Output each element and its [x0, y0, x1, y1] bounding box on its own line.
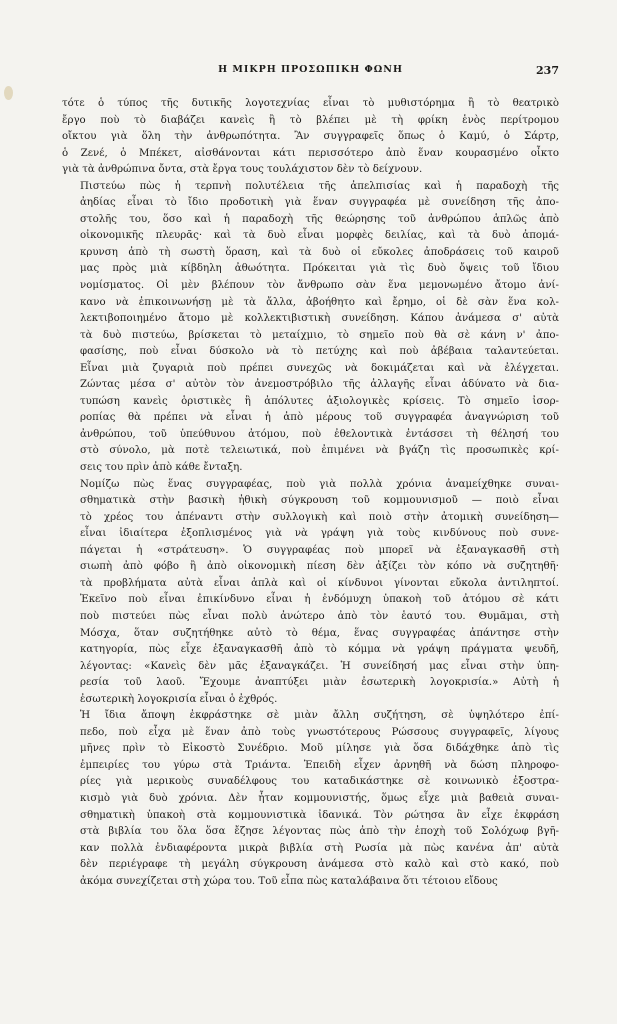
text-line: ρίες γιὰ μερικοὺς συναδέλφους του καταδικάστηκε σὲ κοινωνικὸ ἐξοστρα- — [80, 776, 559, 788]
text-line: ἀνθρώπου, τοῦ ὑπεύθυνου ἀτόμου, ποὺ ἐθελοντικὰ ἐντάσσει τὴ θέλησή του — [80, 428, 559, 440]
text-line: καν πολλὰ ἐνδιαφέροντα μικρὰ βιβλία στὴ Ρωσία μὰ πὼς κανένα ἀπ' αὐτὰ — [80, 842, 559, 854]
text-line: ρεσία τοῦ λαοῦ. Ἔχουμε ἀναπτύξει μιὰν ἐσωτερικὴ λογοκρισία.» Αὐτὴ ἡ — [80, 677, 559, 689]
paragraph — [62, 477, 559, 709]
text-line: μας πρὸς μιὰ κίβδηλη ἀθωότητα. Πρόκειται γιὰ τὶς δυὸ ὄψεις τοῦ ἴδιου — [80, 263, 559, 275]
text-line: σεις του πρὶν ἀπὸ κάθε ἔνταξη. — [80, 462, 243, 474]
text-line: ἐσωτερικὴ λογοκρισία εἶναι ὁ ἐχθρός. — [80, 693, 278, 705]
text-line: κρυνση ἀπὸ τὴ σωστὴ ὅραση, καὶ τὰ δυὸ οἱ εὔκολες ἀποδράσεις τοῦ καιροῦ — [80, 246, 559, 258]
text-line: Ἡ ἴδια ἄποψη ἐκφράστηκε σὲ μιὰν ἄλλη συζήτηση, σὲ ὑψηλότερο ἐπί- — [80, 710, 559, 722]
text-line: ἐμπειρίες του γύρω στὰ Τριάντα. Ἐπειδὴ εἶχεν ἀρνηθῆ νὰ δώση πληροφο- — [80, 759, 559, 771]
text-line: Νομίζω πὼς ἕνας συγγραφέας, ποὺ γιὰ πολλὰ χρόνια ἀναμείχθηκε συναι- — [80, 478, 559, 490]
text-line: Ἐκεῖνο ποὺ εἶναι ἐπικίνδυνο εἶναι ἡ ἐνδόμυχη ὑπακοὴ τοῦ ἀτόμου σὲ κάτι — [80, 594, 559, 606]
text-line: σιωπὴ ἀπὸ φόβο ἢ ἀπὸ οἰκονομικὴ πίεση δὲν ἀξίζει τὸν κόπο νὰ συζητηθῆ· — [80, 561, 559, 573]
text-line: ροπίας θὰ πρέπει νὰ εἶναι ἡ ἀπὸ μέρους τοῦ συγγραφέα ἀναγνώριση τοῦ — [80, 412, 559, 424]
text-line: ἔργο ποὺ τὸ διαβάζει κανεὶς ἢ τὸ βλέπει μὲ τὴ φρίκη ἑνὸς περίτρομου — [62, 114, 559, 126]
text-line: ὁ Ζενέ, ὁ Μπέκετ, αἰσθάνονται κάτι περισσότερο ἀπὸ ἕναν κουρασμένο οἶκτο — [62, 147, 559, 159]
text-line: δὲν περιέγραφε τὴ μεγάλη σύγκρουση ἀνάμεσα στὸ καλὸ καὶ στὸ κακό, ποὺ — [80, 859, 559, 871]
text-line: στὰ βιβλία του ὅλα ὅσα ἔζησε λέγοντας πὼς ἀπὸ τὴν ἐποχὴ τοῦ Σολόχωφ βγῆ- — [80, 826, 559, 838]
text-line: Εἶναι μιὰ ζυγαριὰ ποὺ πρέπει συνεχῶς νὰ δοκιμάζεται καὶ νὰ ἐλέγχεται. — [80, 362, 559, 374]
text-line: πάγεται ἡ «στράτευση». Ὁ συγγραφέας ποὺ μπορεῖ νὰ ἐξαναγκασθῆ στὴ — [80, 544, 559, 556]
text-line: Ζώντας μέσα σ' αὐτὸν τὸν ἀνεμοστρόβιλο τῆς ἀλλαγῆς εἶναι ἀδύνατο νὰ δια- — [80, 379, 559, 391]
text-line: μῆνες πρὶν τὸ Εἰκοστὸ Συνέδριο. Μοῦ μίλησε γιὰ ὅσα διδάχθηκε ἀπὸ τὶς — [80, 743, 559, 755]
text-line: στολῆς του, ὅσο καὶ ἡ παραδοχὴ τῆς θεώρησης τοῦ ἀνθρώπου ἁπλῶς ἀπὸ — [80, 213, 559, 225]
text-line: οἴκτου γιὰ ὅλη τὴν ἀνθρωπότητα. Ἂν συγγραφεῖς ὅπως ὁ Καμύ, ὁ Σάρτρ, — [62, 131, 559, 143]
text-line: τυπώση κανεὶς ὁριστικὲς ἢ ἀπόλυτες ἀξιολογικὲς κρίσεις. Τὸ σημεῖο ἰσορ- — [80, 395, 559, 407]
text-line: κανο νὰ ἐπικοινωνήσῃ μὲ τὰ ἄλλα, ἀβοήθητο καὶ ἔρημο, οἱ δὲ σὰν ἕνα κολ- — [80, 296, 559, 308]
page-stain — [4, 86, 13, 100]
text-line: λεκτιβοποιημένο ἄτομο μὲ κολλεκτιβιστικὴ συνείδηση. Κάπου ἀνάμεσα σ' αὐτὰ — [80, 313, 559, 325]
text-line: τὰ δυὸ πιστεύω, βρίσκεται τὸ μεταίχμιο, τὸ σημεῖο ποὺ θὰ σὲ κάνη ν' ἀπο- — [80, 329, 559, 341]
paragraph — [62, 179, 559, 477]
text-line: στὸ σύνολο, μὰ ποτὲ τελειωτικά, ποὺ ἐπιμένει νὰ βγάζη τὶς προσωπικὲς κρί- — [80, 445, 559, 457]
text-line: Πιστεύω πὼς ἡ τερπνὴ πολυτέλεια τῆς ἀπελπισίας καὶ ἡ παραδοχὴ τῆς — [80, 180, 559, 192]
text-line: κισμὸ γιὰ δυὸ χρόνια. Δὲν ἦταν κομμουνιστής, ὅμως εἶχε μιὰ βαθειὰ συναι- — [80, 792, 559, 804]
text-line: τὰ προβλήματα αὐτὰ εἶναι ἁπλὰ καὶ οἱ κίνδυνοι γίνονται εὔκολα ἀντιληπτοί. — [80, 577, 559, 589]
text-line: φασίσης, ποὺ εἶναι δύσκολο νὰ τὸ πετύχης καὶ ποὺ ἀβέβαια ταλαντεύεται. — [80, 346, 559, 358]
text-line: οἰκονομικῆς πλευρᾶς· καὶ τὰ δυὸ εἶναι μορφὲς δειλίας, καὶ τὰ δυὸ ἀπομά- — [80, 230, 559, 242]
text-line: ἀκόμα συνεχίζεται στὴ χώρα του. Τοῦ εἶπα πὼς καταλάβαινα ὅτι τέτοιου εἴδους — [80, 875, 498, 887]
text-line: λέγοντας: «Κανεὶς δὲν μᾶς ἐξαναγκάζει. Ἡ συνείδησή μας εἶναι στὴν ὑπη- — [80, 660, 559, 672]
page-header — [62, 64, 559, 80]
text-line: κατηγορία, πὼς εἶχε ἐξαναγκασθῆ ἀπὸ τὸ κόμμα νὰ γράψη πράγματα ψευδῆ, — [80, 644, 559, 656]
text-line: ἀηδίας εἶναι τὸ ἴδιο προδοτικὴ γιὰ ἕναν συγγραφέα μὲ συνείδηση τῆς ἀπο- — [80, 197, 559, 209]
text-line: ποὺ πιστεύει πὼς εἶναι πολὺ ἀνώτερο ἀπὸ τὸν ἑαυτό του. Θυμᾶμαι, στὴ — [80, 610, 559, 622]
running-title: Η ΜΙΚΡΗ ΠΡΟΣΩΠΙΚΗ ΦΩΝΗ — [218, 64, 403, 75]
text-line: νομίσματος. Οἱ μὲν βλέπουν τὸν ἄνθρωπο σὰν ἕνα μεμονωμένο ἄτομο ἀνί- — [80, 280, 559, 292]
text-line: τότε ὁ τύπος τῆς δυτικῆς λογοτεχνίας εἶναι τὸ μυθιστόρημα ἢ τὸ θεατρικὸ — [62, 98, 559, 109]
body-text — [62, 96, 559, 890]
paragraph — [62, 96, 559, 179]
text-line: πεδο, ποὺ εἶχα μὲ ἕναν ἀπὸ τοὺς γνωστότερους Ρώσσους συγγραφεῖς, λίγους — [80, 726, 559, 738]
text-line: γιὰ τὰ ἀνθρώπινα ὄντα, στὰ ἔργα τους τουλάχιστον δὲν τὸ δείχνουν. — [62, 164, 423, 176]
text-line: εἶναι ἰδιαίτερα ἐξοπλισμένος γιὰ νὰ γράψη γιὰ τοὺς κινδύνους ποὺ συνε- — [80, 528, 559, 540]
page-number: 237 — [536, 64, 559, 77]
text-line: τὸ χρέος του ἀπέναντι στὴν συλλογικὴ καὶ ποιὸ στὴν ἀτομικὴ συνείδηση— — [80, 511, 559, 523]
text-line: Μόσχα, ὅταν συζητήθηκε αὐτὸ τὸ θέμα, ἕνας συγγραφέας ἀπάντησε στὴν — [80, 627, 559, 639]
paragraph — [62, 708, 559, 890]
text-line: σθηματικὴ ὑπακοὴ στὰ κομμουνιστικὰ ἰδανικά. Τὸν ρώτησα ἂν εἶχε ἐκφράση — [80, 809, 559, 821]
text-line: σθηματικὰ στὴν βασικὴ ἠθικὴ σύγκρουση τοῦ κομμουνισμοῦ — ποιὸ εἶναι — [80, 495, 559, 507]
